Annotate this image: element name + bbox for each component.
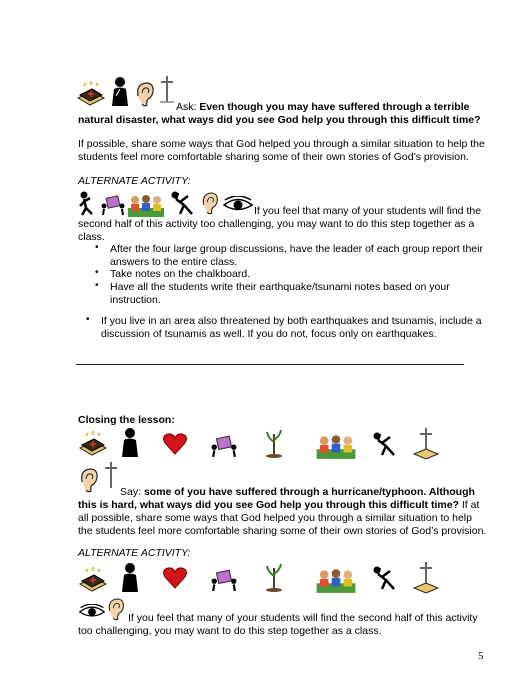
alt2-line1: If you feel that many of your students will find the second half of this activity	[128, 612, 478, 624]
say-line1-bold: some of you have suffered through a hurricane/typhoon. Although	[143, 486, 475, 498]
ear-icon	[200, 190, 220, 216]
alt1-bullet2: Take notes on the chalkboard.	[110, 268, 251, 280]
closing-heading: Closing the lesson:	[78, 414, 175, 426]
alternate-activity-heading-1: ALTERNATE ACTIVITY:	[78, 175, 191, 187]
bible-icon	[76, 80, 106, 108]
alt1-bullet1-line1: After the four large group discussions, have the leader of each group report their	[110, 243, 483, 255]
group-icon	[314, 432, 358, 460]
say-line4: the students feel more comfortable sharing some of their own stories of God’s provision.	[78, 525, 487, 537]
alt1-line3: class.	[78, 231, 105, 243]
stretching-person-icon	[170, 190, 196, 216]
bullet-marker: •	[86, 314, 90, 325]
ask-question-line2: natural disaster, what ways did you see God help you through this difficult time?	[78, 114, 481, 126]
bullet-marker: •	[95, 267, 99, 278]
stretching-person-icon	[372, 430, 398, 458]
cross-icon	[102, 460, 120, 490]
ear-icon	[78, 466, 100, 494]
heart-icon	[162, 432, 188, 456]
group-icon	[126, 192, 166, 218]
say-prefix: Say:	[120, 486, 144, 498]
alt1-extra-bullet-line2: discussion of tsunamis as well. If you do not, focus only on earthquakes.	[101, 328, 437, 340]
ask-question-line1: Even though you may have suffered through a terrible	[199, 101, 470, 113]
eye-icon	[222, 196, 254, 214]
group-icon	[314, 566, 358, 594]
cross-bible-icon	[412, 560, 440, 594]
bible-icon	[78, 430, 108, 458]
heart-icon	[162, 566, 188, 590]
bullet-marker: •	[95, 280, 99, 291]
cross-bible-icon	[412, 426, 440, 460]
alternate-activity-heading-2: ALTERNATE ACTIVITY:	[78, 547, 191, 559]
say-line2-bold: this is hard, what ways did you see God help you through this difficult time?	[78, 499, 459, 511]
praying-person-icon	[118, 562, 142, 594]
cross-icon	[158, 74, 176, 104]
ear-icon	[134, 80, 156, 108]
stretching-person-icon	[78, 190, 100, 216]
alt1-extra-bullet-line1: If you live in an area also threatened by both earthquakes and tsunamis, include a	[101, 315, 482, 327]
alt1-bullet3-line1: Have all the students write their earthquake/tsunami notes based on your	[110, 281, 450, 293]
gift-carrying-icon	[208, 432, 240, 458]
alt1-line2: second half of this activity too challenging, you may want to do this step together as a	[78, 218, 475, 230]
praying-person-icon	[118, 427, 142, 459]
gift-carrying-icon	[208, 566, 240, 592]
sprout-icon	[264, 428, 284, 458]
bullet-marker: •	[95, 242, 99, 253]
alt1-bullet3-line2: instruction.	[110, 294, 161, 306]
alt1-line1: If you feel that many of your students will find the	[254, 205, 482, 217]
share-line2: students feel more comfortable sharing some of their own stories of God’s provision.	[78, 151, 469, 163]
stretching-person-icon	[372, 564, 398, 592]
sprout-icon	[264, 562, 284, 592]
alt2-line2: too challenging, you may want to do this step together as a class.	[78, 625, 382, 637]
ear-icon	[106, 596, 126, 622]
say-line2-tail: If at	[458, 499, 480, 511]
say-line3: all possible, share some ways that God helped you through a similar situation to help	[78, 512, 472, 524]
eye-icon	[78, 604, 106, 620]
share-line1: If possible, share some ways that God helped you through a similar situation to help the	[78, 138, 485, 150]
praying-person-icon	[108, 76, 132, 108]
page-number: 5	[478, 650, 484, 662]
ask-prefix: Ask:	[176, 101, 200, 113]
bible-icon	[78, 566, 108, 594]
alt1-bullet1-line2: answers to the entire class.	[110, 256, 238, 268]
gift-carrying-icon	[100, 192, 126, 216]
section-divider	[76, 364, 464, 365]
